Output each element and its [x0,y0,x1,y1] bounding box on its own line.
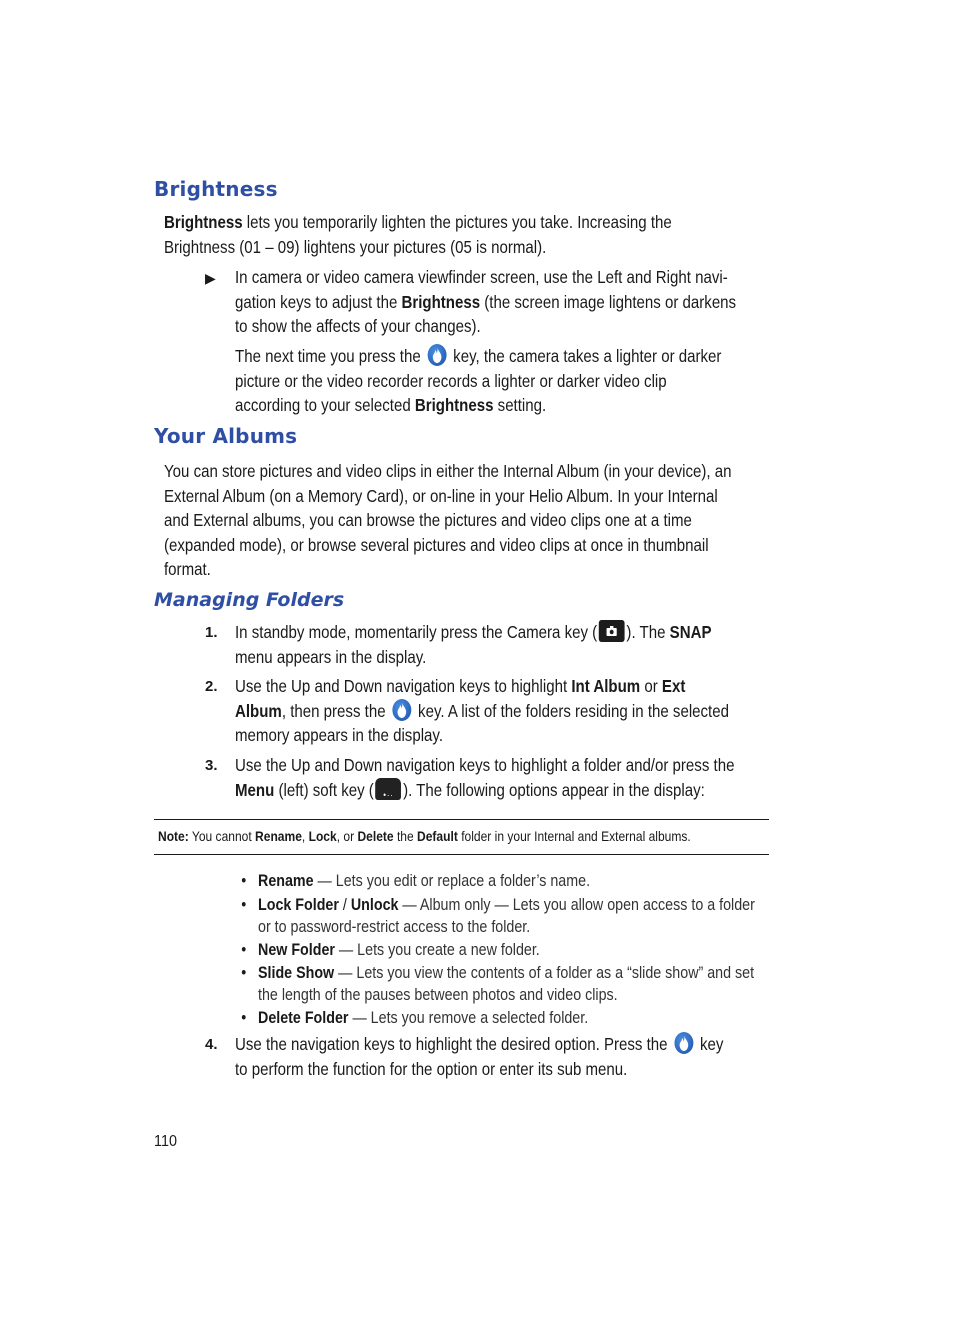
option-desc: — Album only — Lets you allow open access to a folder [398,895,755,914]
brightness-step [235,265,736,339]
brightness-intro-line2: Brightness (01 – 09) lightens your pictures (05 is normal). [164,236,547,257]
option-term: Delete Folder [258,1008,349,1027]
step2-line1: Use the Up and Down navigation keys to highlight [235,676,572,696]
option-slide-show [241,962,755,1006]
note-bottom-rule [154,854,769,855]
option-desc-cont: or to password-restrict access to the folder. [258,917,531,936]
step-1 [235,620,711,669]
step1-line1-post: ). The [626,622,670,642]
option-desc: — Lets you edit or replace a folder’s name. [313,871,591,890]
option-desc: — Lets you view the contents of a folder as a “slide show” and set [334,963,755,982]
option-desc: — Lets you remove a selected folder. [348,1008,589,1027]
heading-managing-folders: Managing Folders [154,589,345,611]
note-term: Default [417,828,458,844]
option-term: Lock Folder [258,895,339,914]
brightness-next-term: Brightness [414,395,494,415]
brightness-intro-line1: lets you temporarily lighten the pictures you take. Increasing the [242,212,672,232]
brightness-next-line2: picture or the video recorder records a lighter or darker video clip [235,370,667,391]
step3-line2-post: ). The following options appear in the display: [403,779,705,800]
option-desc-cont: the length of the pauses between photos and video clips. [258,985,618,1004]
flame-key-icon [392,699,411,721]
note-text: the [393,828,418,844]
option-desc: — Lets you create a new folder. [334,940,540,959]
bullet-dot: • [241,1008,247,1027]
note-text: folder in your Internal and External albums. [457,828,691,844]
step2-int-album: Int Album [571,676,641,696]
step1-line1: In standby mode, momentarily press the Camera key ( [235,622,598,642]
step4-line1: Use the navigation keys to highlight the desired option. Press the [235,1034,668,1054]
option-new-folder [241,939,540,961]
note-term: Delete [357,828,394,844]
albums-line: You can store pictures and video clips in either the Internal Album (in your device), an [164,461,732,481]
camera-key-icon [599,620,625,642]
step-number-3: 3. [205,757,218,774]
brightness-step-line3: to show the affects of your changes). [235,316,481,336]
albums-line: and External albums, you can browse the pictures and video clips one at a time [164,510,692,530]
step-4 [235,1032,723,1081]
note [158,828,691,844]
note-text: You cannot [188,828,256,844]
brightness-step-line2-post: (the screen image lightens or darkens [480,291,737,312]
note-text: , or [336,828,358,844]
note-term: Lock [308,828,337,844]
menu-softkey-icon: •·· [376,778,402,800]
brightness-next-line3: according to your selected [235,395,415,415]
bullet-arrow-icon: ▶ [205,270,216,286]
albums-paragraph [164,459,731,582]
option-term: New Folder [258,940,335,959]
option-sep: / [338,895,351,914]
heading-brightness: Brightness [154,177,278,201]
step-2 [235,674,729,748]
note-top-rule [154,819,769,820]
bullet-dot: • [241,940,247,959]
step-number-1: 1. [205,624,218,641]
brightness-next-line3-post: setting. [493,395,547,415]
page-number: 110 [154,1133,177,1150]
brightness-term: Brightness [164,212,243,232]
option-rename [241,870,591,892]
option-lock-folder [241,894,755,938]
step2-line2: , then press the [281,700,386,721]
step3-line1: Use the Up and Down navigation keys to highlight a folder and/or press the [235,755,735,775]
step-number-2: 2. [205,678,218,695]
option-term: Unlock [350,895,399,914]
step2-line3: memory appears in the display. [235,725,444,745]
flame-key-icon [427,344,446,366]
step4-line1-post: key [700,1034,724,1054]
albums-line: format. [164,559,211,579]
note-text: , [301,828,309,844]
step2-album: Album [235,700,282,721]
brightness-step-line2: gation keys to adjust the [235,291,402,312]
albums-line: (expanded mode), or browse several pictures and video clips at once in thumbnail [164,534,709,555]
bullet-dot: • [241,871,247,890]
step2-line2-post: key. A list of the folders residing in the selected [418,700,729,721]
step3-line2: (left) soft key ( [274,779,374,800]
step-number-4: 4. [205,1036,218,1053]
step3-menu-term: Menu [235,779,275,800]
brightness-step-term: Brightness [401,291,481,312]
step-3 [235,753,734,802]
option-delete-folder [241,1007,589,1029]
option-term: Slide Show [258,963,335,982]
heading-your-albums: Your Albums [154,424,298,448]
brightness-next [235,344,721,418]
brightness-next-line1-post: key, the camera takes a lighter or darker [453,346,722,366]
brightness-intro [164,210,672,259]
step2-ext: Ext [661,676,686,696]
option-term: Rename [258,871,314,890]
brightness-next-line1: The next time you press the [235,346,421,366]
bullet-dot: • [241,895,247,914]
bullet-dot: • [241,963,247,982]
brightness-step-line1: In camera or video camera viewfinder screen, use the Left and Right navi- [235,267,728,287]
note-term: Rename [255,828,302,844]
step2-or: or [640,676,662,696]
albums-line: External Album (on a Memory Card), or on-line in your Helio Album. In your Internal [164,485,718,506]
step1-line2: menu appears in the display. [235,646,427,667]
note-label: Note: [158,828,189,844]
step1-snap-term: SNAP [669,622,712,642]
flame-key-icon [674,1032,693,1054]
step4-line2: to perform the function for the option or enter its sub menu. [235,1058,628,1079]
